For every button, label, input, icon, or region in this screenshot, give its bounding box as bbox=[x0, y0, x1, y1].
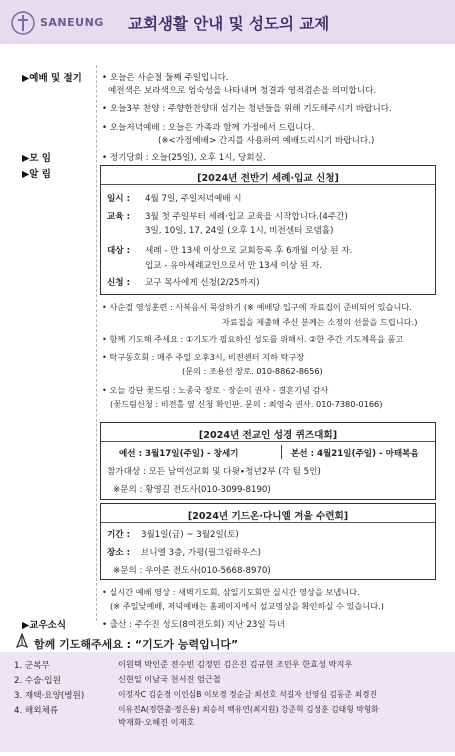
baptism-date-label: 일시 : bbox=[107, 194, 131, 204]
baptism-education-value-1: 3월 첫 주일부터 세례·입교 교육을 시작합니다.(4주간) bbox=[145, 212, 348, 222]
worship-line-5: (※<가정예배> 간지를 사용하여 예배드리시기 바랍니다.) bbox=[158, 136, 375, 146]
baptism-date-value: 4월 7일, 주일저녁예배 시 bbox=[145, 194, 242, 204]
baptism-apply-label: 신청 : bbox=[107, 278, 131, 288]
prayer-label-hospital: 2. 수술·입원 bbox=[14, 676, 61, 686]
winter-retreat-box bbox=[100, 503, 436, 580]
retreat-period-label: 기간 : bbox=[107, 530, 131, 540]
retreat-place-value: 브니엘 3층, 가평(필그림하우스) bbox=[141, 548, 261, 558]
church-logo-icon bbox=[10, 10, 36, 36]
prayer-request-line: • 함께 기도해 주세요 : ①기도가 필요하신 성도를 위해서. ②한 주간 기도제목을 품고 bbox=[102, 334, 404, 344]
praying-hands-icon bbox=[14, 633, 30, 649]
quiz-preliminary: 예선 : 3월17일(주일) - 창세기 bbox=[119, 449, 239, 459]
page-title: 교회생활 안내 및 성도의 교제 bbox=[128, 15, 330, 33]
baptism-target-label: 대상 : bbox=[107, 246, 131, 256]
brand-name: SANEUNG bbox=[40, 16, 104, 29]
altar-flower-line-1: • 오늘 강단 꽃드림 : 노종국 장로 · 장순이 권사 - 결혼기념 감사 bbox=[102, 385, 329, 395]
quiz-contact: ※문의 : 황영길 전도사(010-3099-8190) bbox=[113, 485, 271, 495]
baptism-target-value-2: 입교 - 유아세례교인으로서 만 13세 이상 된 자. bbox=[145, 261, 323, 271]
worship-line-2: 예전색은 보라색으로 엄숙성을 나타내며 청결과 영적겸손을 의미합니다. bbox=[108, 86, 377, 96]
worship-line-3: • 오늘3부 찬양 : 주향한찬양대 섬기는 청년들을 위해 기도해주시기 바랍니다. bbox=[102, 104, 392, 114]
live-worship-line-1: • 실시간 예배 영상 : 새벽기도회, 삼일기도회만 실시간 영상을 보냅니다. bbox=[102, 587, 360, 597]
quiz-final: 본선 : 4월21일(주일) - 마태복음 bbox=[291, 449, 419, 459]
quiz-row-divider bbox=[281, 445, 282, 459]
baptism-apply-value: 교구 목사에게 신청(2/25까지) bbox=[145, 278, 260, 288]
column-divider bbox=[96, 65, 97, 621]
section-worship-heading: ▶예배 및 절기 bbox=[22, 73, 82, 84]
baptism-target-value-1: 세례 - 만 13세 이상으로 교회등록 후 6개월 이상 된 자. bbox=[145, 246, 353, 256]
baptism-box-title: [2024년 전반기 세례·입교 신청] bbox=[197, 173, 339, 184]
altar-flower-line-2: (꽃드림신청 : 비전홀 옆 신청 확인판. 문의 : 최영숙 권사. 010-7380-0166) bbox=[110, 399, 383, 409]
prayer-names-overseas-1: 이유진A(정한출·정은용) 최승석 백유연(최지원) 강준혁 김성훈 김태형 박형화 bbox=[118, 705, 379, 714]
worship-line-1: • 오늘은 사순절 둘째 주일입니다. bbox=[102, 73, 229, 83]
page-header bbox=[0, 0, 455, 44]
prayer-names-overseas-2: 박재화·오혜진 이재호 bbox=[118, 717, 195, 727]
bible-quiz-title: [2024년 전교인 성경 퀴즈대회] bbox=[198, 430, 338, 441]
news-line-1: • 출산 : 주수진 성도(8여전도회) 지난 23일 득녀 bbox=[102, 620, 286, 630]
bible-quiz-box bbox=[100, 422, 436, 500]
prayer-names-hospital: 신현일 이남국 천서진 엄근철 bbox=[118, 674, 221, 684]
lent-training-line-2: 자료집을 제출해 주신 분께는 소정의 선물을 드립니다.) bbox=[222, 317, 418, 327]
table-tennis-line-2: (문의 : 조용선 장로. 010-8862-8656) bbox=[182, 366, 323, 376]
winter-retreat-title: [2024년 기드온·다니엘 겨울 수련회] bbox=[187, 511, 349, 522]
quiz-eligibility: 참가대상 : 모든 남여선교회 및 다윗∙청년2부 (각 팀 5인) bbox=[107, 467, 321, 477]
section-news-heading: ▶교우소식 bbox=[22, 620, 67, 631]
baptism-education-label: 교육 : bbox=[107, 212, 131, 222]
prayer-names-military: 이원택 박인준 전수빈 김정민 김은진 김규현 조민우 한효성 박지우 bbox=[118, 659, 353, 669]
box-divider bbox=[101, 441, 435, 442]
section-notice-heading: ▶알 림 bbox=[22, 169, 51, 180]
retreat-period-value: 3월1일(금) ~ 3월2일(토) bbox=[141, 530, 239, 540]
live-worship-line-2: (※ 주일낮예배, 저녁예배는 홈페이지에서 설교영상을 확인하실 수 있습니다.) bbox=[110, 601, 384, 611]
table-tennis-line-1: • 탁구동호회 : 매주 주일 오후3시, 비전센터 지하 탁구장 bbox=[102, 352, 305, 362]
meeting-line-1: • 정기당회 : 오늘(25일), 오후 1시, 당회실. bbox=[102, 153, 266, 163]
box-divider bbox=[101, 184, 435, 185]
section-meeting-heading: ▶모 임 bbox=[22, 153, 51, 164]
baptism-notice-box bbox=[100, 165, 436, 295]
retreat-place-label: 장소 : bbox=[107, 548, 131, 558]
prayer-label-overseas: 4. 해외체류 bbox=[14, 706, 59, 716]
box-divider bbox=[101, 522, 435, 523]
prayer-label-military: 1. 군복무 bbox=[14, 661, 50, 671]
retreat-contact: ※문의 : 우아론 전도사(010-5668-8970) bbox=[113, 566, 271, 576]
prayer-names-care: 이정자C 김순경 이인심B 이보경 정순금 최선호 석길자 선영심 김동준 최경진 bbox=[118, 690, 378, 699]
lent-training-line-1: • 사순절 영성훈련 : 사복음서 묵상하기 (※ 예배당 입구에 자료집이 준비되어 있습니다. bbox=[102, 302, 412, 312]
prayer-label-care: 3. 재택·요양(병원) bbox=[14, 691, 85, 701]
baptism-education-value-2: 3일, 10일, 17, 24일 (오후 1시, 비전센터 로뎀홀) bbox=[145, 226, 334, 236]
worship-line-4: • 오늘저녁예배 : 오늘은 가족과 함께 가정에서 드립니다. bbox=[102, 123, 315, 133]
prayer-title: 함께 기도해주세요 : “기도가 능력입니다” bbox=[34, 638, 239, 651]
